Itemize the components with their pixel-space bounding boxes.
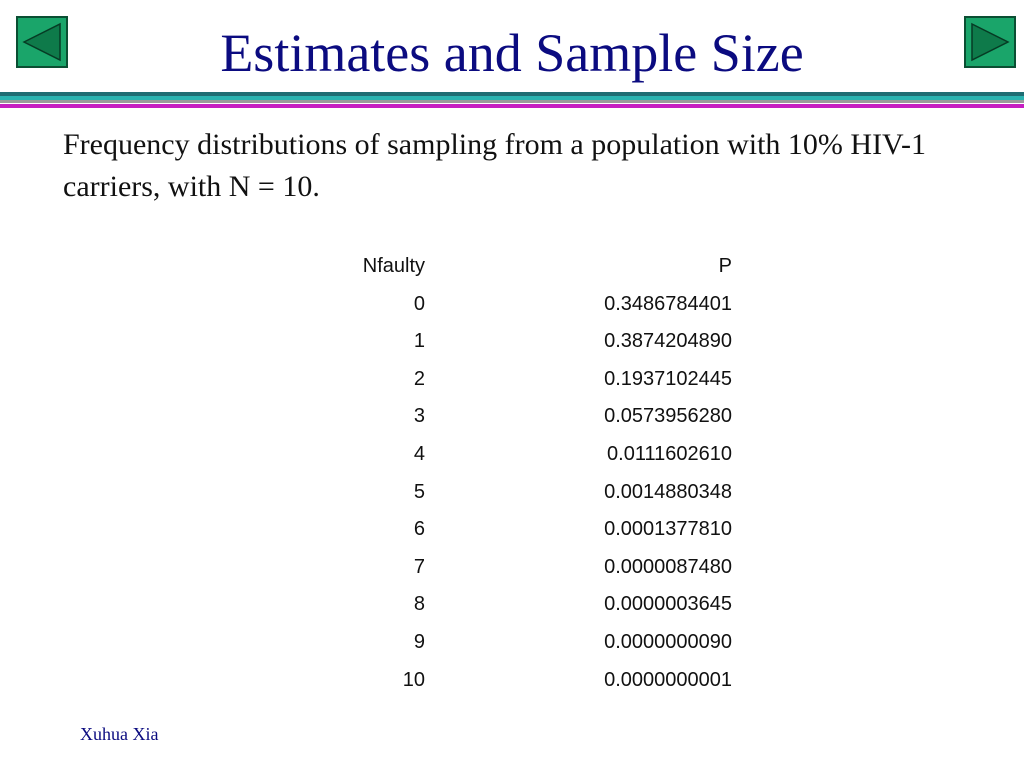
nfaulty-cell: 2 bbox=[413, 367, 425, 390]
probability-cell: 0.0000000001 bbox=[604, 668, 732, 691]
title-divider-gray bbox=[0, 100, 1024, 103]
author-footer: Xuhua Xia bbox=[80, 724, 159, 744]
column-header-nfaulty: Nfaulty bbox=[362, 255, 425, 277]
table-row bbox=[300, 586, 740, 624]
table-row bbox=[300, 323, 740, 361]
table-row bbox=[300, 624, 740, 662]
probability-cell: 0.3486784401 bbox=[604, 292, 732, 315]
probability-cell: 0.0000000090 bbox=[604, 630, 732, 653]
table-row bbox=[300, 511, 740, 549]
nfaulty-cell: 7 bbox=[413, 555, 425, 578]
probability-cell: 0.0111602610 bbox=[607, 442, 732, 465]
slide-title: Estimates and Sample Size bbox=[220, 23, 804, 83]
nfaulty-cell: 5 bbox=[413, 480, 425, 503]
nfaulty-cell: 6 bbox=[413, 518, 425, 541]
table-row bbox=[300, 361, 740, 399]
nfaulty-cell: 0 bbox=[413, 292, 425, 315]
table-row bbox=[300, 286, 740, 324]
probability-cell: 0.0014880348 bbox=[604, 480, 732, 503]
probability-table bbox=[300, 248, 740, 699]
probability-cell: 0.0000087480 bbox=[604, 555, 732, 578]
probability-cell: 0.0573956280 bbox=[604, 405, 732, 428]
title-divider-magenta bbox=[0, 104, 1024, 108]
column-header-p: P bbox=[718, 255, 732, 277]
table-row bbox=[300, 549, 740, 587]
table-body bbox=[300, 286, 740, 700]
table-row bbox=[300, 474, 740, 512]
nfaulty-cell: 9 bbox=[413, 630, 425, 653]
nfaulty-cell: 4 bbox=[413, 442, 425, 465]
nfaulty-cell: 10 bbox=[402, 668, 425, 691]
table-row bbox=[300, 436, 740, 474]
probability-cell: 0.0000003645 bbox=[604, 593, 732, 616]
probability-cell: 0.3874204890 bbox=[604, 330, 732, 353]
nfaulty-cell: 1 bbox=[413, 330, 425, 353]
probability-cell: 0.1937102445 bbox=[604, 367, 732, 390]
probability-cell: 0.0001377810 bbox=[604, 518, 732, 541]
nfaulty-cell: 8 bbox=[413, 593, 425, 616]
table-row bbox=[300, 398, 740, 436]
triangle-right-icon bbox=[966, 18, 1014, 66]
table-header-row bbox=[300, 248, 740, 286]
slide-caption: Frequency distributions of sampling from a population with 10% HIV-1 carriers, with N = 10. bbox=[63, 128, 926, 203]
table-row bbox=[300, 662, 740, 700]
nfaulty-cell: 3 bbox=[413, 405, 425, 428]
next-slide-button[interactable] bbox=[964, 16, 1016, 68]
